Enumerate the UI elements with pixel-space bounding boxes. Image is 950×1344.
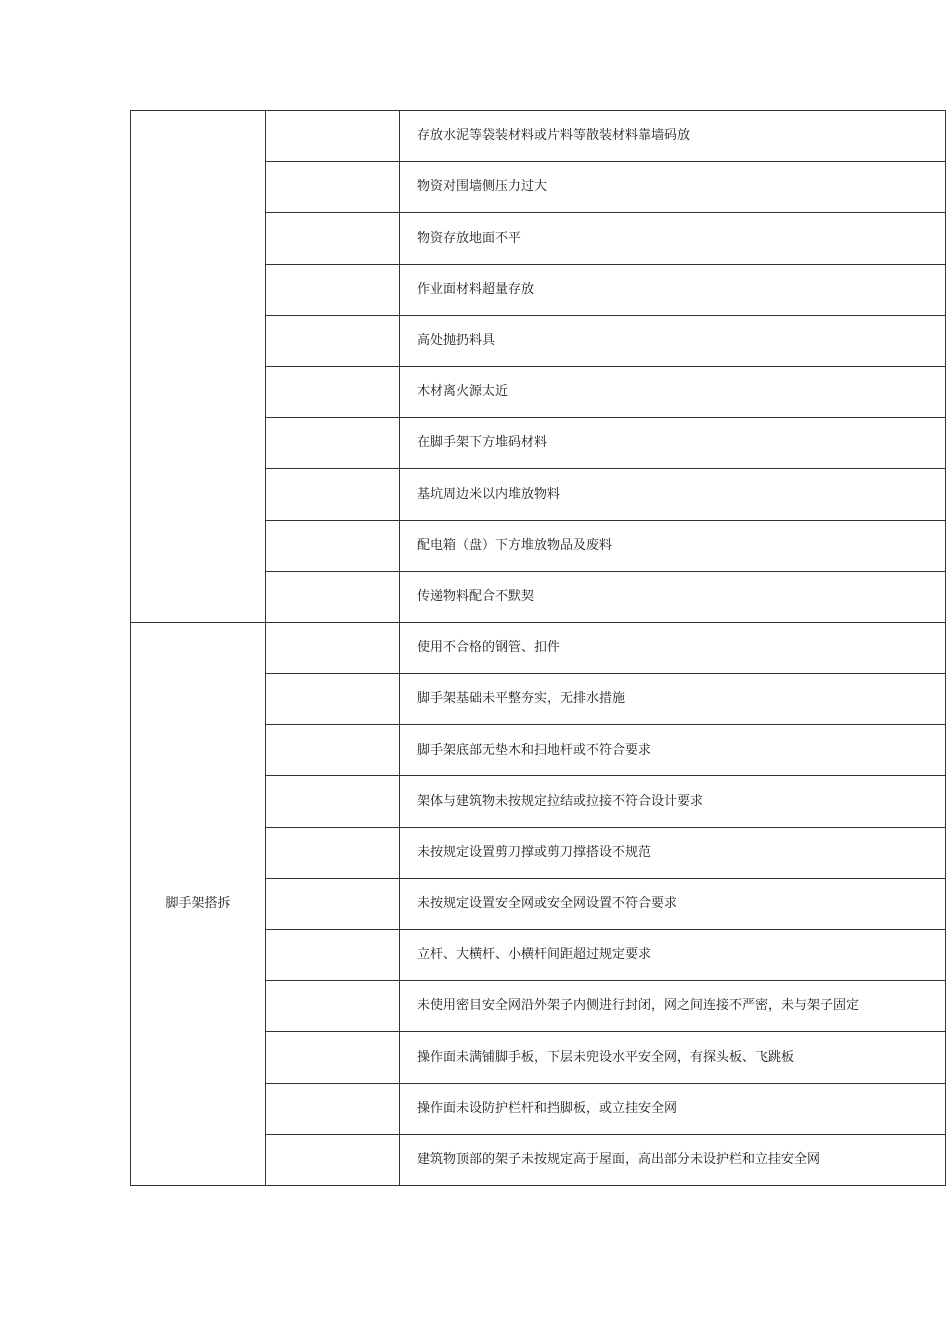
hazard-cell: 未按规定设置剪刀撑或剪刀撑搭设不规范	[400, 827, 946, 878]
table-row	[131, 622, 946, 673]
group-name-cell	[131, 111, 266, 623]
hazard-cell: 建筑物顶部的架子未按规定高于屋面，高出部分未设护栏和立挂安全网	[400, 1134, 946, 1185]
hazard-table-body	[131, 111, 946, 1186]
empty-cell	[266, 418, 400, 469]
empty-cell	[266, 776, 400, 827]
group-name-cell: 脚手架搭拆	[131, 622, 266, 1185]
empty-cell	[266, 930, 400, 981]
hazard-cell: 操作面未满铺脚手板，下层未兜设水平安全网，有探头板、飞跳板	[400, 1032, 946, 1083]
hazard-cell: 使用不合格的钢管、扣件	[400, 622, 946, 673]
empty-cell	[266, 1083, 400, 1134]
empty-cell	[266, 520, 400, 571]
empty-cell	[266, 469, 400, 520]
hazard-cell: 木材离火源太近	[400, 366, 946, 417]
hazard-cell: 作业面材料超量存放	[400, 264, 946, 315]
empty-cell	[266, 674, 400, 725]
empty-cell	[266, 264, 400, 315]
hazard-cell: 脚手架基础未平整夯实，无排水措施	[400, 674, 946, 725]
empty-cell	[266, 366, 400, 417]
hazard-cell: 脚手架底部无垫木和扫地杆或不符合要求	[400, 725, 946, 776]
hazard-cell: 存放水泥等袋装材料或片料等散装材料靠墙码放	[400, 111, 946, 162]
empty-cell	[266, 622, 400, 673]
empty-cell	[266, 571, 400, 622]
hazard-cell: 未按规定设置安全网或安全网设置不符合要求	[400, 878, 946, 929]
hazard-cell: 配电箱（盘）下方堆放物品及废料	[400, 520, 946, 571]
empty-cell	[266, 162, 400, 213]
empty-cell	[266, 111, 400, 162]
hazard-table	[130, 110, 946, 1186]
empty-cell	[266, 981, 400, 1032]
empty-cell	[266, 827, 400, 878]
empty-cell	[266, 213, 400, 264]
empty-cell	[266, 725, 400, 776]
empty-cell	[266, 315, 400, 366]
empty-cell	[266, 878, 400, 929]
hazard-cell: 物资存放地面不平	[400, 213, 946, 264]
hazard-cell: 传递物料配合不默契	[400, 571, 946, 622]
hazard-cell: 基坑周边米以内堆放物料	[400, 469, 946, 520]
hazard-cell: 操作面未设防护栏杆和挡脚板，或立挂安全网	[400, 1083, 946, 1134]
hazard-cell: 在脚手架下方堆码材料	[400, 418, 946, 469]
empty-cell	[266, 1032, 400, 1083]
hazard-cell: 立杆、大横杆、小横杆间距超过规定要求	[400, 930, 946, 981]
table-row	[131, 111, 946, 162]
empty-cell	[266, 1134, 400, 1185]
hazard-cell: 未使用密目安全网沿外架子内侧进行封闭，网之间连接不严密，未与架子固定	[400, 981, 946, 1032]
hazard-cell: 高处抛扔料具	[400, 315, 946, 366]
hazard-cell: 架体与建筑物未按规定拉结或拉接不符合设计要求	[400, 776, 946, 827]
hazard-cell: 物资对围墙侧压力过大	[400, 162, 946, 213]
